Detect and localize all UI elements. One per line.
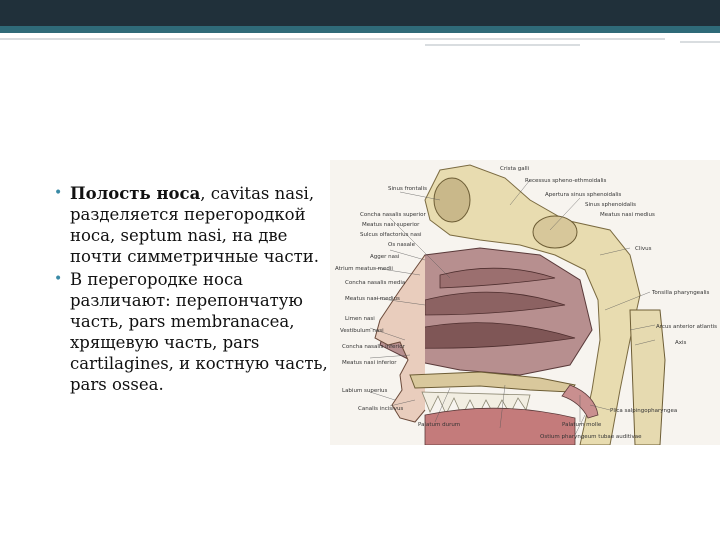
figure-label: Sinus frontalis <box>388 186 427 192</box>
bullet-line: разделяется перегородкой <box>70 205 306 224</box>
figure-label: Meatus nasi inferior <box>342 360 397 366</box>
figure-label: Canalis incisivus <box>358 406 404 412</box>
divider-line <box>680 41 720 43</box>
title-bar <box>0 0 720 26</box>
figure-label: Meatus nasi superior <box>362 222 420 228</box>
figure-label: Sulcus olfactorius nasi <box>360 232 422 238</box>
figure-label: Atrium meatus medii <box>335 266 393 272</box>
slide-text <box>54 183 339 397</box>
figure-label: Meatus nasi medius <box>345 296 400 302</box>
divider-line <box>0 38 665 40</box>
figure-label: Limen nasi <box>345 316 375 322</box>
figure-label: Concha nasalis superior <box>360 212 426 218</box>
bullet-line: В перегородке носа <box>70 270 244 289</box>
bullet-item-2 <box>54 269 339 395</box>
title-bar-accent <box>0 26 720 33</box>
bullet-icon: • <box>54 185 63 201</box>
figure-label: Arcus anterior atlantis <box>656 324 718 330</box>
figure-label: Recessus spheno-ethmoidalis <box>525 178 607 184</box>
bullet-icon: • <box>54 271 63 287</box>
bullet-line: часть, pars membranacea, <box>70 312 295 331</box>
figure-label: Apertura sinus sphenoidalis <box>545 192 622 198</box>
nasal-cavity-illustration <box>330 160 720 445</box>
figure-label: Palatum durum <box>418 422 461 428</box>
divider-line <box>425 44 580 46</box>
figure-label: Sinus sphenoidalis <box>585 202 636 208</box>
bullet-line: cartilagines, и костную часть, <box>70 354 328 373</box>
hard-palate-shape <box>410 372 575 392</box>
sphenoid-sinus-shape <box>533 216 577 248</box>
figure-label: Labium superius <box>342 388 388 394</box>
figure-label: Plica salpingopharyngea <box>610 408 678 414</box>
figure-label: Meatus nasi medius <box>600 212 655 218</box>
figure-label: Palatum molle <box>562 422 602 428</box>
figure-label: Clivus <box>635 246 652 252</box>
bullet-line: различают: перепончатую <box>70 291 303 310</box>
cervical-spine-shape <box>630 310 665 445</box>
figure-label: Tonsilla pharyngealis <box>652 290 710 296</box>
figure-label: Agger nasi <box>370 254 400 260</box>
figure-label: Os nasale <box>388 242 415 248</box>
bullet-line: хрящевую часть, pars <box>70 333 260 352</box>
bullet-line: почти симметричные части. <box>70 247 319 266</box>
figure-label: Concha nasalis inferior <box>342 344 405 350</box>
bullet-line <box>70 183 339 204</box>
term-bold: Полость носа <box>70 184 201 203</box>
figure-label: Ostium pharyngeum tubae auditivae <box>540 434 642 440</box>
bullet-line: pars ossea. <box>70 375 164 394</box>
anatomy-drawing <box>330 160 720 445</box>
figure-label: Vestibulum nasi <box>340 328 384 334</box>
figure-label: Concha nasalis media <box>345 280 406 286</box>
bullet-line: носа, septum nasi, на две <box>70 226 288 245</box>
bullet-text: , cavitas nasi, <box>200 184 315 203</box>
bullet-item-1 <box>54 183 339 267</box>
figure-label: Crista galli <box>500 166 530 172</box>
figure-label: Axis <box>675 340 687 346</box>
